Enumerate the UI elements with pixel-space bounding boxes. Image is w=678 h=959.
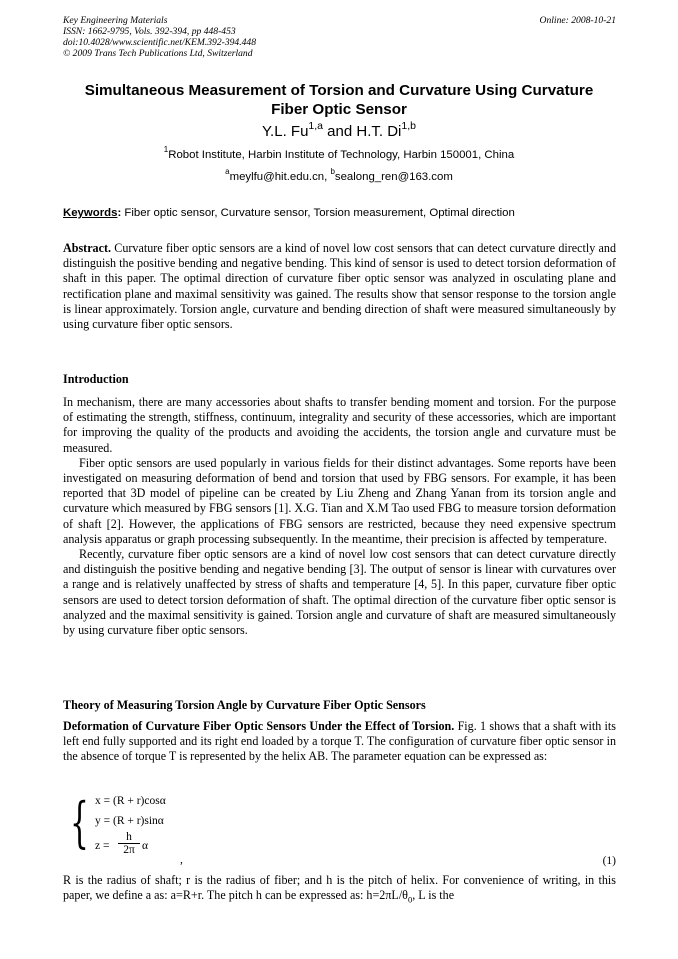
introduction-heading: Introduction (63, 372, 129, 386)
keywords (63, 206, 616, 221)
intro-paragraph-2: Fiber optic sensors are used popularly in various fields for their distinct advantages. Some reports have been investigated on measuring deformation of bend and torsion that used by FBG sensors. For example, it has been reported that 3D model of pipeline can be created by Liu Zheng and Zhang Yanan from its torsion angle and curvature which measured by FBG sensors [1]. X.G. Tian and X.M Tao used FBG to measure torsion deformation of shaft [2]. However, the applications of FBG sensors are restricted, because they need expensive spectrum analysis apparatus or graph processing subsequently. In the meantime, their precision is affected by temperature. (63, 455, 616, 546)
email-a[interactable]: meylfu@hit.edu.cn, (229, 171, 331, 183)
author-and: and (323, 123, 357, 140)
post-equation-part-1: R is the radius of shaft; r is the radius of fiber; and h is the pitch of helix. For convenience of writing, in this paper, we define a as: a=R+r. The pitch h can be expressed as: h=2πL/θ (63, 873, 616, 903)
equation-fraction (118, 831, 140, 857)
author-1: Y.L. Fu (261, 123, 309, 140)
paper-title (48, 81, 630, 119)
affiliation (48, 145, 630, 163)
journal-issn: ISSN: 1662-9795, Vols. 392-394, pp 448-453 (63, 26, 236, 37)
introduction-body (63, 395, 616, 638)
post-equation-text (63, 873, 616, 903)
theory-text: Fig. 1 shows that a shaft with its left end fully supported and its right end loaded by a torque T. The configuration of curvature fiber optic sensor in the absence of torque T is represented by the helix AB. The parameter equation can be expressed as: (63, 719, 616, 764)
abstract-label: Abstract. (63, 241, 112, 255)
author-list (48, 119, 630, 141)
equation-brace: { (70, 791, 89, 854)
keywords-label: Keywords (63, 207, 118, 219)
email-a-marker: a (225, 167, 230, 177)
abstract-text: Curvature fiber optic sensors are a kind of novel low cost sensors that can detect curvature directly and distinguish the positive bending and negative bending. This kind of sensor is used to detect torsion deformation of shaft in this paper. The optimal direction of curvature fiber optic sensor was analyzed in osculating plane and rectification plane and maximal sensitivity was gained. The results show that sensor response to the torsion angle is linear approximately. Torsion angle, curvature and bending direction of shaft were measured simultaneously by using curvature fiber optic sensors. (63, 241, 616, 332)
journal-header (63, 15, 616, 59)
affiliation-text: Robot Institute, Harbin Institute of Technology, Harbin 150001, China (168, 149, 515, 161)
affiliation-marker: 1 (163, 145, 169, 155)
equation-z: z = (95, 840, 110, 852)
equation-comma: , (180, 854, 183, 866)
author-2-affil: 1,b (401, 119, 416, 132)
equation-1 (70, 791, 616, 867)
online-date: Online: 2008-10-21 (539, 15, 616, 26)
email-b[interactable]: sealong_ren@163.com (334, 171, 453, 183)
title-line-2: Fiber Optic Sensor (271, 101, 407, 118)
journal-copyright: © 2009 Trans Tech Publications Ltd, Switzerland (63, 48, 253, 59)
equation-x: x = (R + r)cosα (95, 795, 166, 807)
theory-subheading: Deformation of Curvature Fiber Optic Sensors Under the Effect of Torsion. (63, 719, 455, 733)
equation-number: (1) (602, 855, 616, 867)
journal-doi[interactable]: doi:10.4028/www.scientific.net/KEM.392-394.448 (63, 37, 257, 48)
author-1-affil: 1,a (308, 119, 324, 132)
equation-alpha: α (142, 840, 149, 852)
keywords-colon: : (117, 207, 122, 219)
email-line (48, 167, 630, 185)
journal-name: Key Engineering Materials (63, 15, 168, 26)
keywords-text: Fiber optic sensor, Curvature sensor, Torsion measurement, Optimal direction (121, 207, 515, 219)
title-line-1: Simultaneous Measurement of Torsion and Curvature Using Curvature (84, 82, 594, 99)
theory-body (63, 719, 616, 765)
abstract (63, 241, 616, 332)
intro-paragraph-3: Recently, curvature fiber optic sensors are a kind of novel low cost sensors that can detect curvature directly and distinguish the positive bending and negative bending [3]. The output of sensor is linear with curvatures over a range and is relatively unaffected by stress of shafts and temperature [4, 5]. In this paper, curvature fiber optic sensors are used to detect torsion deformation of shaft. The optimal direction of the curvature fiber optic sensor is analyzed and the maximal sensitivity is gained. Torsion angle and curvature of shaft are measured simultaneously by using curvature fiber optic sensors. (63, 547, 616, 638)
email-b-marker: b (330, 167, 335, 177)
fraction-denominator: 2π (123, 844, 135, 856)
fraction-numerator: h (118, 831, 140, 844)
theta-subscript: 0 (407, 894, 413, 905)
author-2: H.T. Di (356, 123, 402, 140)
intro-paragraph-1: In mechanism, there are many accessories about shafts to transfer bending moment and torsion. For the purpose of estimating the strength, stiffness, continuum, integrality and security of these accessories, which are important for improving the quality of the products and avoiding the accidents, the torsion angle and curvature must be measured. (63, 395, 616, 455)
theory-heading: Theory of Measuring Torsion Angle by Curvature Fiber Optic Sensors (63, 698, 426, 712)
equation-y: y = (R + r)sinα (95, 815, 164, 827)
post-equation-part-2: , L is the (412, 888, 455, 903)
